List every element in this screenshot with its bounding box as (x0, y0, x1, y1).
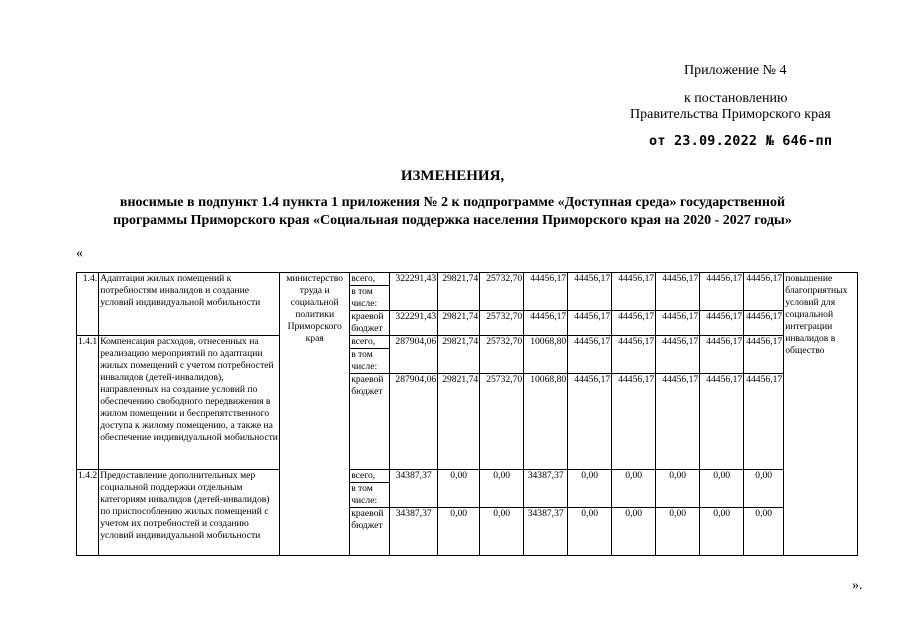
value-cell: 44456,17 (744, 273, 784, 311)
changes-table (76, 272, 858, 556)
value-cell: 29821,74 (438, 374, 480, 470)
document-title: ИЗМЕНЕНИЯ, (400, 168, 505, 184)
value-cell: 34387,37 (390, 508, 438, 556)
value-cell: 29821,74 (438, 311, 480, 336)
row-name: Предоставление дополнительных мер социальной поддержки отдельным категориям инвалидов (детей-инвалидов) по приспособлению жилых помещений с учетом их потребностей и созданию условий индивидуальной мобильности (99, 470, 280, 556)
value-cell: 29821,74 (438, 336, 480, 374)
value-cell: 0,00 (700, 470, 744, 508)
source-incl-label: в том числе: (350, 286, 390, 311)
value-cell: 0,00 (612, 508, 656, 556)
value-cell: 322291,43 (390, 311, 438, 336)
result-cell: повышение благоприятных условий для социальной интеграции инвалидов в общество (784, 273, 858, 556)
source-total-label: всего, (350, 336, 390, 349)
value-cell: 0,00 (656, 508, 700, 556)
value-cell: 44456,17 (524, 311, 568, 336)
value-cell: 44456,17 (700, 336, 744, 374)
source-total-label: всего, (350, 470, 390, 483)
appendix-label: Приложение № 4 (684, 63, 787, 78)
value-cell: 34387,37 (524, 470, 568, 508)
value-cell: 0,00 (700, 508, 744, 556)
value-cell: 44456,17 (656, 374, 700, 470)
document-subtitle (40, 194, 865, 230)
value-cell: 10068,80 (524, 374, 568, 470)
table-row (77, 273, 858, 286)
executor-cell: министерство труда и социальной политики Приморского края (280, 273, 350, 556)
row-number: 1.4.2 (77, 470, 99, 556)
row-name: Компенсация расходов, отнесенных на реализацию мероприятий по адаптации жилых помещений с учетом потребностей инвалидов (детей-инвалидов), направленных на создание условий по обеспечению свободного передвижения в жилом помещении и беспрепятственного доступа к жилому помещению, а также на обеспечение индивидуальной мобильности (99, 336, 280, 470)
value-cell: 0,00 (568, 470, 612, 508)
value-cell: 44456,17 (700, 374, 744, 470)
value-cell: 0,00 (438, 470, 480, 508)
decree-date: от 23.09.2022 № 646-пп (649, 133, 833, 149)
value-cell: 44456,17 (524, 273, 568, 311)
value-cell: 0,00 (480, 470, 524, 508)
value-cell: 44456,17 (612, 374, 656, 470)
value-cell: 44456,17 (612, 311, 656, 336)
row-name: Адаптация жилых помещений к потребностям инвалидов и создание условий индивидуальной мобильности (99, 273, 280, 336)
value-cell: 0,00 (480, 508, 524, 556)
source-budget-label: краевой бюджет (350, 311, 390, 336)
row-number: 1.4. (77, 273, 99, 336)
source-incl-label: в том числе: (350, 349, 390, 374)
value-cell: 34387,37 (390, 470, 438, 508)
value-cell: 44456,17 (612, 273, 656, 311)
value-cell: 0,00 (438, 508, 480, 556)
value-cell: 44456,17 (656, 336, 700, 374)
source-incl-label: в том числе: (350, 483, 390, 508)
value-cell: 44456,17 (568, 311, 612, 336)
source-budget-label: краевой бюджет (350, 374, 390, 470)
source-budget-label: краевой бюджет (350, 508, 390, 556)
value-cell: 0,00 (744, 508, 784, 556)
value-cell: 25732,70 (480, 336, 524, 374)
value-cell: 44456,17 (744, 336, 784, 374)
value-cell: 29821,74 (438, 273, 480, 311)
closing-quote: ». (852, 578, 863, 593)
table-row (77, 336, 858, 349)
value-cell: 25732,70 (480, 311, 524, 336)
value-cell: 44456,17 (612, 336, 656, 374)
value-cell: 0,00 (744, 470, 784, 508)
value-cell: 0,00 (656, 470, 700, 508)
government-label: Правительства Приморского края (630, 107, 831, 122)
value-cell: 44456,17 (744, 311, 784, 336)
opening-quote: « (76, 246, 83, 261)
subtitle-line-2: программы Приморского края «Социальная поддержка населения Приморского края на 2020 - 2027 годы» (113, 213, 792, 228)
value-cell: 0,00 (612, 470, 656, 508)
value-cell: 0,00 (568, 508, 612, 556)
value-cell: 25732,70 (480, 374, 524, 470)
value-cell: 44456,17 (656, 273, 700, 311)
value-cell: 25732,70 (480, 273, 524, 311)
value-cell: 287904,06 (390, 336, 438, 374)
value-cell: 44456,17 (700, 273, 744, 311)
value-cell: 322291,43 (390, 273, 438, 311)
value-cell: 10068,80 (524, 336, 568, 374)
value-cell: 34387,37 (524, 508, 568, 556)
source-total-label: всего, (350, 273, 390, 286)
to-decree-label: к постановлению (684, 91, 788, 106)
value-cell: 44456,17 (656, 311, 700, 336)
subtitle-line-1: вносимые в подпункт 1.4 пункта 1 приложения № 2 к подпрограмме «Доступная среда» государственной (119, 195, 786, 210)
value-cell: 44456,17 (568, 273, 612, 311)
value-cell: 44456,17 (568, 336, 612, 374)
value-cell: 44456,17 (700, 311, 744, 336)
value-cell: 44456,17 (744, 374, 784, 470)
table-row (77, 470, 858, 483)
value-cell: 287904,06 (390, 374, 438, 470)
value-cell: 44456,17 (568, 374, 612, 470)
row-number: 1.4.1 (77, 336, 99, 470)
